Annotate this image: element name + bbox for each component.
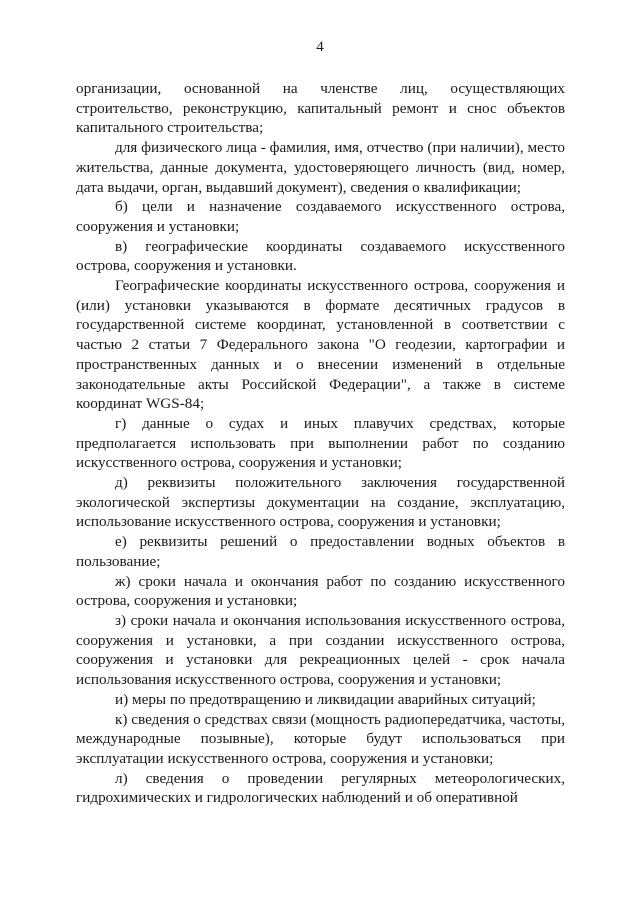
paragraph-organization-continued: организации, основанной на членстве лиц, осуществляющих строительство, реконструкцию, капитальный ремонт и снос объектов капитального строительства; [76, 80, 565, 137]
paragraph-item-d: д) реквизиты положительного заключения государственной экологической экспертизы документации на создание, эксплуатацию, использование искусственного острова, сооружения и установки; [76, 474, 565, 531]
paragraph-item-b: б) цели и назначение создаваемого искусственного острова, сооружения и установки; [76, 198, 565, 235]
page-number: 4 [316, 39, 324, 55]
paragraph-item-e: е) реквизиты решений о предоставлении водных объектов в пользование; [76, 533, 565, 570]
document-body [76, 79, 565, 808]
paragraph-coordinates-format: Географические координаты искусственного острова, сооружения и (или) установки указываются в формате десятичных градусов в государственной системе координат, установленной в соответствии с частью 2 статьи 7 Федерального закона "О геодезии, картографии и пространственных данных и о внесении изменений в отдельные законодательные акты Российской Федерации", а также в системе координат WGS-84; [76, 277, 565, 413]
paragraph-item-z: з) сроки начала и окончания использования искусственного острова, сооружения и установки, а при создании искусственного острова, сооружения и установки для рекреационных целей - срок начала использования искусственного острова, сооружения и установки; [76, 611, 565, 689]
paragraph-item-l: л) сведения о проведении регулярных метеорологических, гидрохимических и гидрологических наблюдений и об оперативной [76, 769, 565, 807]
paragraph-item-i: и) меры по предотвращению и ликвидации аварийных ситуаций; [115, 690, 536, 708]
paragraph-individual-person: для физического лица - фамилия, имя, отчество (при наличии), место жительства, данные документа, удостоверяющего личность (вид, номер, дата выдачи, орган, выдавший документ), сведения о квалификации; [76, 139, 565, 196]
paragraph-item-v: в) географические координаты создаваемого искусственного острова, сооружения и установки. [76, 237, 565, 275]
paragraph-item-k: к) сведения о средствах связи (мощность радиопередатчика, частоты, международные позывные), которые будут использоваться при эксплуатации искусственного острова, сооружения и установки; [76, 710, 565, 767]
paragraph-item-zh: ж) сроки начала и окончания работ по созданию искусственного острова, сооружения и установки; [76, 572, 565, 610]
paragraph-item-g: г) данные о судах и иных плавучих средствах, которые предполагается использовать при выполнении работ по созданию искусственного острова, сооружения и установки; [76, 414, 565, 472]
